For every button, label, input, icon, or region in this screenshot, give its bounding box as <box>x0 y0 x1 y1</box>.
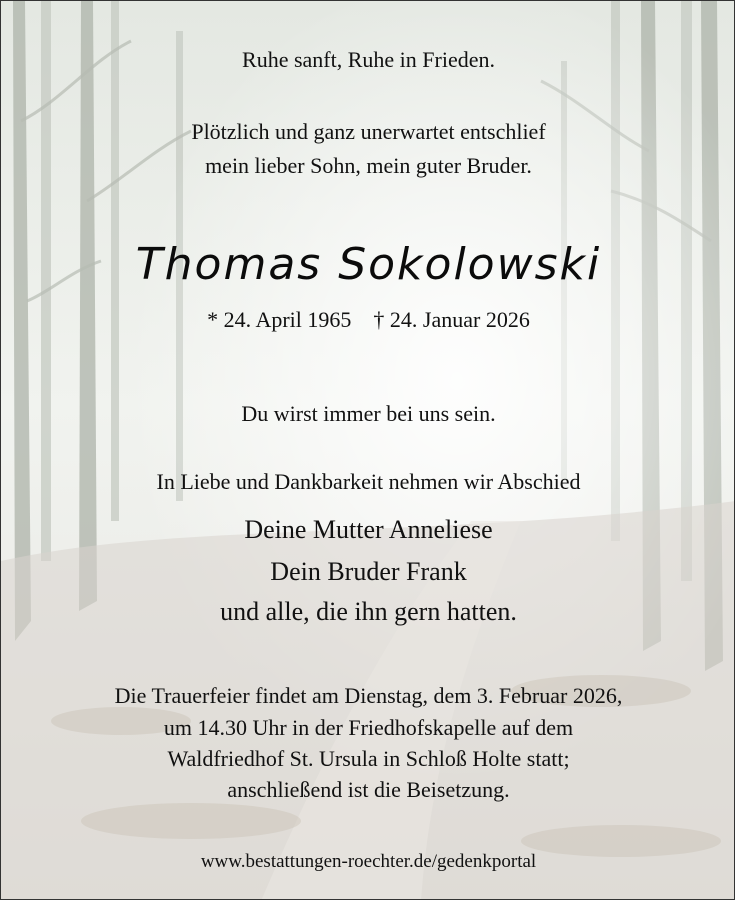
life-dates <box>1 307 735 333</box>
service-line-3: Waldfriedhof St. Ursula in Schloß Holte statt; <box>167 746 570 771</box>
farewell-line: In Liebe und Dankbarkeit nehmen wir Abschied <box>156 469 581 494</box>
memorial-website: www.bestattungen-roechter.de/gedenkportal <box>200 851 537 872</box>
mourner-3: und alle, die ihn gern hatten. <box>220 597 517 626</box>
service-line-2: um 14.30 Uhr in der Friedhofskapelle auf dem <box>163 715 574 740</box>
death-date: † 24. Januar 2026 <box>373 307 530 332</box>
motto: Ruhe sanft, Ruhe in Frieden. <box>242 47 495 72</box>
verse: Du wirst immer bei uns sein. <box>241 401 496 426</box>
intro-line-2: mein lieber Sohn, mein guter Bruder. <box>205 153 532 178</box>
mourner-2: Dein Bruder Frank <box>270 557 467 586</box>
deceased-name: Thomas Sokolowski <box>135 239 602 290</box>
notice-text <box>1 1 735 900</box>
mourner-1: Deine Mutter Anneliese <box>244 515 493 544</box>
intro-line-1: Plötzlich und ganz unerwartet entschlief <box>191 119 546 144</box>
service-line-1: Die Trauerfeier findet am Dienstag, dem 3. Februar 2026, <box>114 683 623 708</box>
birth-date: * 24. April 1965 <box>207 307 352 332</box>
service-line-4: anschließend ist die Beisetzung. <box>227 777 510 802</box>
